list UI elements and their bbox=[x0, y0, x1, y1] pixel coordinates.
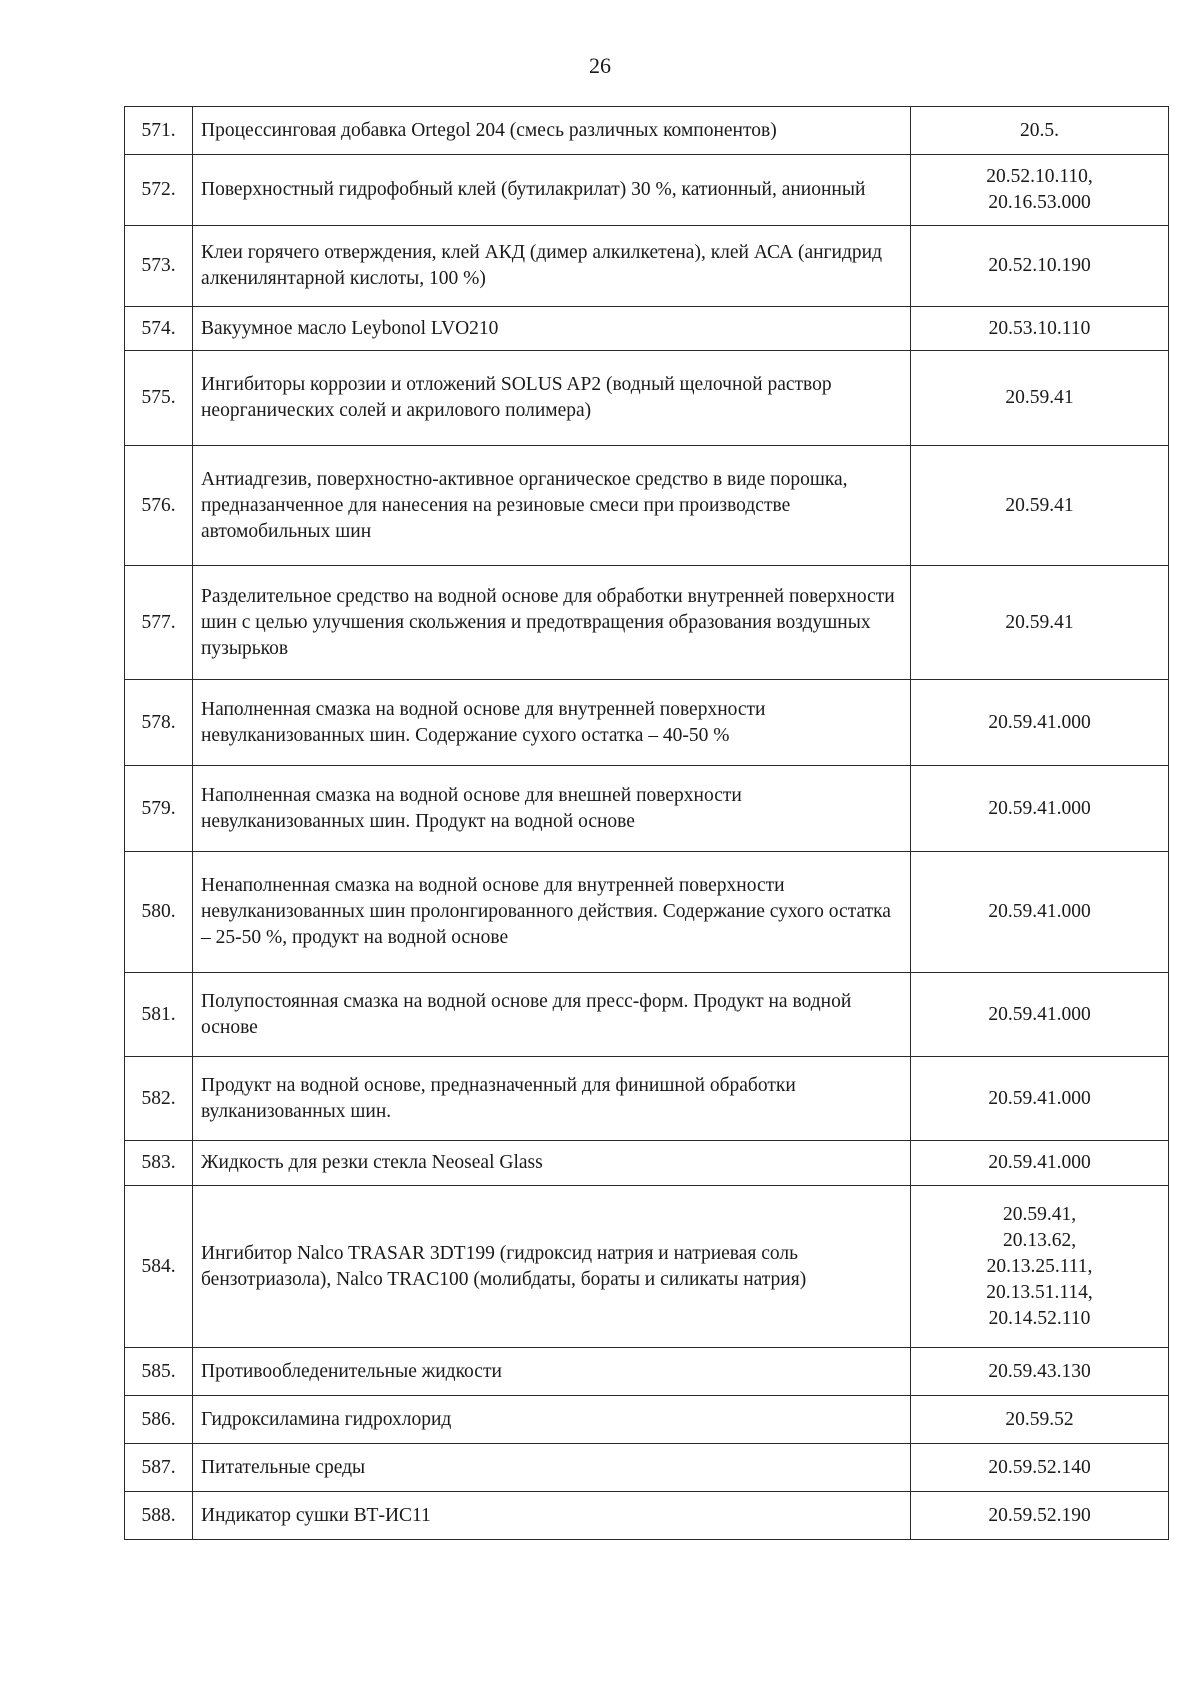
table-row bbox=[125, 766, 1169, 852]
okpd-code: 20.53.10.110 bbox=[911, 307, 1169, 351]
page-number: 26 bbox=[589, 53, 611, 78]
row-number: 584. bbox=[125, 1186, 193, 1348]
table-row bbox=[125, 973, 1169, 1057]
okpd-code: 20.59.43.130 bbox=[911, 1348, 1169, 1396]
table-row bbox=[125, 1186, 1169, 1348]
okpd-code: 20.59.41.000 bbox=[911, 973, 1169, 1057]
okpd-code: 20.52.10.110, 20.16.53.000 bbox=[911, 155, 1169, 226]
row-number: 582. bbox=[125, 1057, 193, 1141]
row-number: 587. bbox=[125, 1444, 193, 1492]
okpd-code: 20.59.41, 20.13.62, 20.13.25.111, 20.13.51.114, 20.14.52.110 bbox=[911, 1186, 1169, 1348]
okpd-code: 20.59.41.000 bbox=[911, 852, 1169, 973]
table-row bbox=[125, 351, 1169, 446]
row-number: 572. bbox=[125, 155, 193, 226]
product-name: Ненаполненная смазка на водной основе для внутренней поверхности невулканизованных шин пролонгированного действия. Содержание сухого остатка – 25-50 %, продукт на водной основе bbox=[193, 852, 911, 973]
table-row bbox=[125, 1396, 1169, 1444]
product-name: Жидкость для резки стекла Neoseal Glass bbox=[193, 1141, 911, 1186]
table-row bbox=[125, 1444, 1169, 1492]
product-name: Наполненная смазка на водной основе для внешней поверхности невулканизованных шин. Продукт на водной основе bbox=[193, 766, 911, 852]
okpd-code: 20.59.52 bbox=[911, 1396, 1169, 1444]
table-row bbox=[125, 566, 1169, 680]
row-number: 571. bbox=[125, 107, 193, 155]
row-number: 580. bbox=[125, 852, 193, 973]
product-name: Клеи горячего отверждения, клей АКД (димер алкилкетена), клей АСА (ангидрид алкенилянтарной кислоты, 100 %) bbox=[193, 226, 911, 307]
product-name: Поверхностный гидрофобный клей (бутилакрилат) 30 %, катионный, анионный bbox=[193, 155, 911, 226]
row-number: 579. bbox=[125, 766, 193, 852]
product-name: Индикатор сушки ВТ-ИС11 bbox=[193, 1492, 911, 1540]
okpd-code: 20.59.52.140 bbox=[911, 1444, 1169, 1492]
table-row bbox=[125, 107, 1169, 155]
product-name: Вакуумное масло Leybonol LVO210 bbox=[193, 307, 911, 351]
row-number: 586. bbox=[125, 1396, 193, 1444]
row-number: 573. bbox=[125, 226, 193, 307]
table-row bbox=[125, 1141, 1169, 1186]
row-number: 588. bbox=[125, 1492, 193, 1540]
okpd-code: 20.59.52.190 bbox=[911, 1492, 1169, 1540]
product-name: Наполненная смазка на водной основе для внутренней поверхности невулканизованных шин. Содержание сухого остатка – 40-50 % bbox=[193, 680, 911, 766]
table-row bbox=[125, 1057, 1169, 1141]
row-number: 574. bbox=[125, 307, 193, 351]
product-name: Питательные среды bbox=[193, 1444, 911, 1492]
okpd-code: 20.59.41 bbox=[911, 566, 1169, 680]
product-name: Полупостоянная смазка на водной основе для пресс-форм. Продукт на водной основе bbox=[193, 973, 911, 1057]
table-row bbox=[125, 226, 1169, 307]
product-name: Антиадгезив, поверхностно-активное органическое средство в виде порошка, предназанченное для нанесения на резиновые смеси при производстве автомобильных шин bbox=[193, 446, 911, 566]
products-table bbox=[124, 106, 1169, 1540]
table-row bbox=[125, 1348, 1169, 1396]
okpd-code: 20.59.41 bbox=[911, 351, 1169, 446]
okpd-code: 20.52.10.190 bbox=[911, 226, 1169, 307]
product-name: Противообледенительные жидкости bbox=[193, 1348, 911, 1396]
row-number: 585. bbox=[125, 1348, 193, 1396]
row-number: 575. bbox=[125, 351, 193, 446]
product-name: Продукт на водной основе, предназначенный для финишной обработки вулканизованных шин. bbox=[193, 1057, 911, 1141]
row-number: 578. bbox=[125, 680, 193, 766]
okpd-code: 20.59.41.000 bbox=[911, 766, 1169, 852]
table-row bbox=[125, 446, 1169, 566]
table-row bbox=[125, 852, 1169, 973]
product-name: Процессинговая добавка Ortegol 204 (смесь различных компонентов) bbox=[193, 107, 911, 155]
okpd-code: 20.59.41 bbox=[911, 446, 1169, 566]
product-name: Ингибиторы коррозии и отложений SOLUS AP2 (водный щелочной раствор неорганических солей и акрилового полимера) bbox=[193, 351, 911, 446]
row-number: 577. bbox=[125, 566, 193, 680]
row-number: 583. bbox=[125, 1141, 193, 1186]
okpd-code: 20.59.41.000 bbox=[911, 680, 1169, 766]
okpd-code: 20.5. bbox=[911, 107, 1169, 155]
product-name: Ингибитор Nalco TRASAR 3DT199 (гидроксид натрия и натриевая соль бензотриазола), Nalco TRAC100 (молибдаты, бораты и силикаты натрия) bbox=[193, 1186, 911, 1348]
product-name: Гидроксиламина гидрохлорид bbox=[193, 1396, 911, 1444]
table-row bbox=[125, 680, 1169, 766]
table-row bbox=[125, 1492, 1169, 1540]
table-row bbox=[125, 155, 1169, 226]
okpd-code: 20.59.41.000 bbox=[911, 1141, 1169, 1186]
product-name: Разделительное средство на водной основе для обработки внутренней поверхности шин с целью улучшения скольжения и предотвращения образования воздушных пузырьков bbox=[193, 566, 911, 680]
row-number: 576. bbox=[125, 446, 193, 566]
okpd-code: 20.59.41.000 bbox=[911, 1057, 1169, 1141]
row-number: 581. bbox=[125, 973, 193, 1057]
table-row bbox=[125, 307, 1169, 351]
